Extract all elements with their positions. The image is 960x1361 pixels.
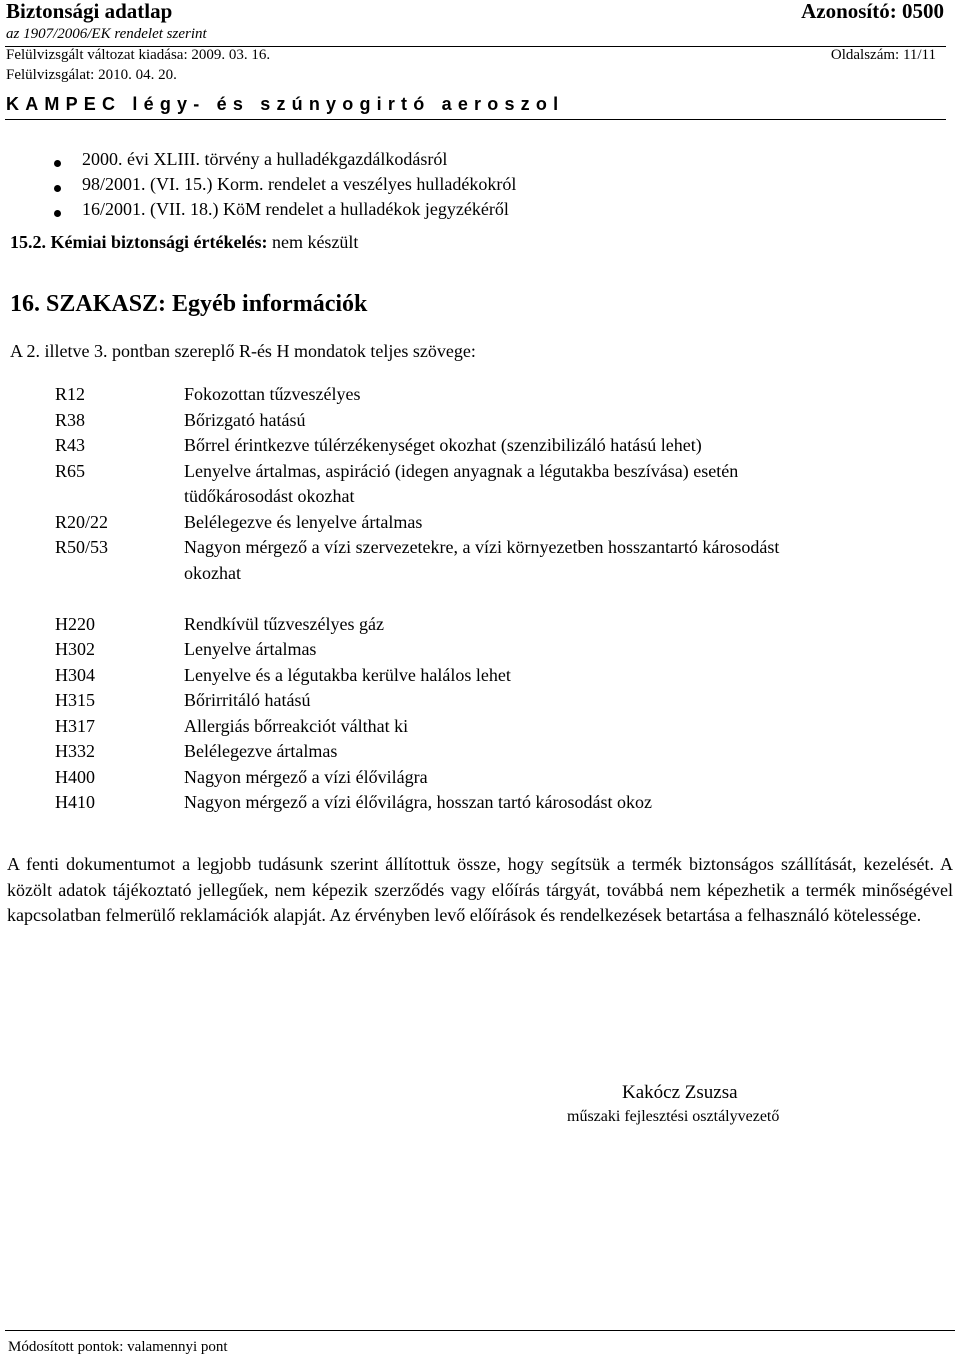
- h-phrase-text: Belélegezve ártalmas: [184, 741, 338, 761]
- h-phrase-text: Rendkívül tűzveszélyes gáz: [184, 614, 384, 634]
- revision-edition: Felülvizsgált változat kiadása: 2009. 03. 16.: [6, 47, 271, 63]
- r-phrase-code: R50/53: [55, 537, 109, 557]
- regulation-reference: az 1907/2006/EK rendelet szerint: [6, 26, 207, 42]
- h-phrase-code: H220: [55, 614, 95, 634]
- r-phrase-text: Bőrizgató hatású: [184, 410, 306, 430]
- r-phrase-text: Lenyelve ártalmas, aspiráció (idegen anyagnak a légutakba beszívása) esetén: [184, 461, 739, 481]
- r-phrase-text: Belélegezve és lenyelve ártalmas: [184, 512, 423, 532]
- r-phrase-text-continued: okozhat: [184, 563, 241, 583]
- r-phrase-code: R43: [55, 435, 86, 455]
- document-title: Biztonsági adatlap: [6, 0, 173, 23]
- signatory-role: műszaki fejlesztési osztályvezető: [567, 1108, 780, 1125]
- r-phrase-text: Bőrrel érintkezve túlérzékenységet okozhat (szenzibilizáló hatású lehet): [184, 435, 702, 455]
- product-title: KAMPEC légy- és szúnyogirtó aeroszol: [6, 94, 565, 114]
- h-phrase-code: H302: [55, 639, 95, 659]
- h-phrase-code: H317: [55, 716, 95, 736]
- h-phrase-code: H410: [55, 792, 95, 812]
- r-phrase-text: Nagyon mérgező a vízi szervezetekre, a vízi környezetben hosszantartó károsodást: [184, 537, 780, 557]
- document-identifier: Azonosító: 0500: [801, 0, 944, 23]
- bullet-icon: [54, 160, 61, 167]
- modified-sections-note: Módosított pontok: valamennyi pont: [8, 1339, 228, 1355]
- page-number: Oldalszám: 11/11: [830, 47, 936, 63]
- legislation-text: 98/2001. (VI. 15.) Korm. rendelet a veszélyes hulladékokról: [82, 174, 517, 194]
- h-phrase-code: H304: [55, 665, 95, 685]
- r-phrase-code: R38: [55, 410, 86, 430]
- chemical-safety-assessment-label: 15.2. Kémiai biztonsági értékelés:: [10, 232, 268, 252]
- disclaimer-paragraph: A fenti dokumentumot a legjobb tudásunk szerint állítottuk össze, hogy segítsük a termék biztonságos szállítását, kezelését. A közölt adatok tájékoztató jellegűek, nem képezik szerződés vagy előírás tárgyát, továbbá nem képezhetik a termék minőségével kapcsolatban felmerülő reklamációk alapját. Az érvényben levő előírások és rendelkezések betartása a felhasználó kötelessége.: [7, 854, 953, 925]
- section-16-heading: 16. SZAKASZ: Egyéb információk: [10, 291, 368, 317]
- h-phrase-code: H400: [55, 767, 95, 787]
- revision-date: Felülvizsgálat: 2010. 04. 20.: [6, 67, 177, 83]
- r-phrase-text-continued: tüdőkárosodást okozhat: [184, 486, 355, 506]
- h-phrase-text: Bőrirritáló hatású: [184, 690, 311, 710]
- r-phrase-text: Fokozottan tűzveszélyes: [184, 384, 361, 404]
- r-phrase-code: R12: [55, 384, 86, 404]
- h-phrase-text: Allergiás bőrreakciót válthat ki: [184, 716, 409, 736]
- h-phrase-text: Nagyon mérgező a vízi élővilágra, hosszan tartó károsodást okoz: [184, 792, 653, 812]
- phrases-intro: A 2. illetve 3. pontban szereplő R-és H mondatok teljes szövege:: [10, 341, 476, 361]
- legislation-text: 16/2001. (VII. 18.) KöM rendelet a hulladékok jegyzékéről: [82, 199, 509, 219]
- h-phrase-text: Lenyelve és a légutakba kerülve halálos lehet: [184, 665, 511, 685]
- legislation-text: 2000. évi XLIII. törvény a hulladékgazdálkodásról: [82, 149, 448, 169]
- h-phrase-text: Lenyelve ártalmas: [184, 639, 317, 659]
- signatory-name: Kakócz Zsuzsa: [622, 1082, 738, 1103]
- r-phrase-code: R20/22: [55, 512, 109, 532]
- h-phrase-code: H315: [55, 690, 95, 710]
- h-phrase-code: H332: [55, 741, 95, 761]
- bullet-icon: [54, 185, 61, 192]
- r-phrase-code: R65: [55, 461, 86, 481]
- bullet-icon: [54, 210, 61, 217]
- chemical-safety-assessment: [10, 232, 358, 253]
- product-title-underline: [5, 119, 946, 120]
- h-phrase-text: Nagyon mérgező a vízi élővilágra: [184, 767, 428, 787]
- chemical-safety-assessment-value: nem készült: [271, 232, 359, 252]
- footer-divider: [5, 1330, 955, 1331]
